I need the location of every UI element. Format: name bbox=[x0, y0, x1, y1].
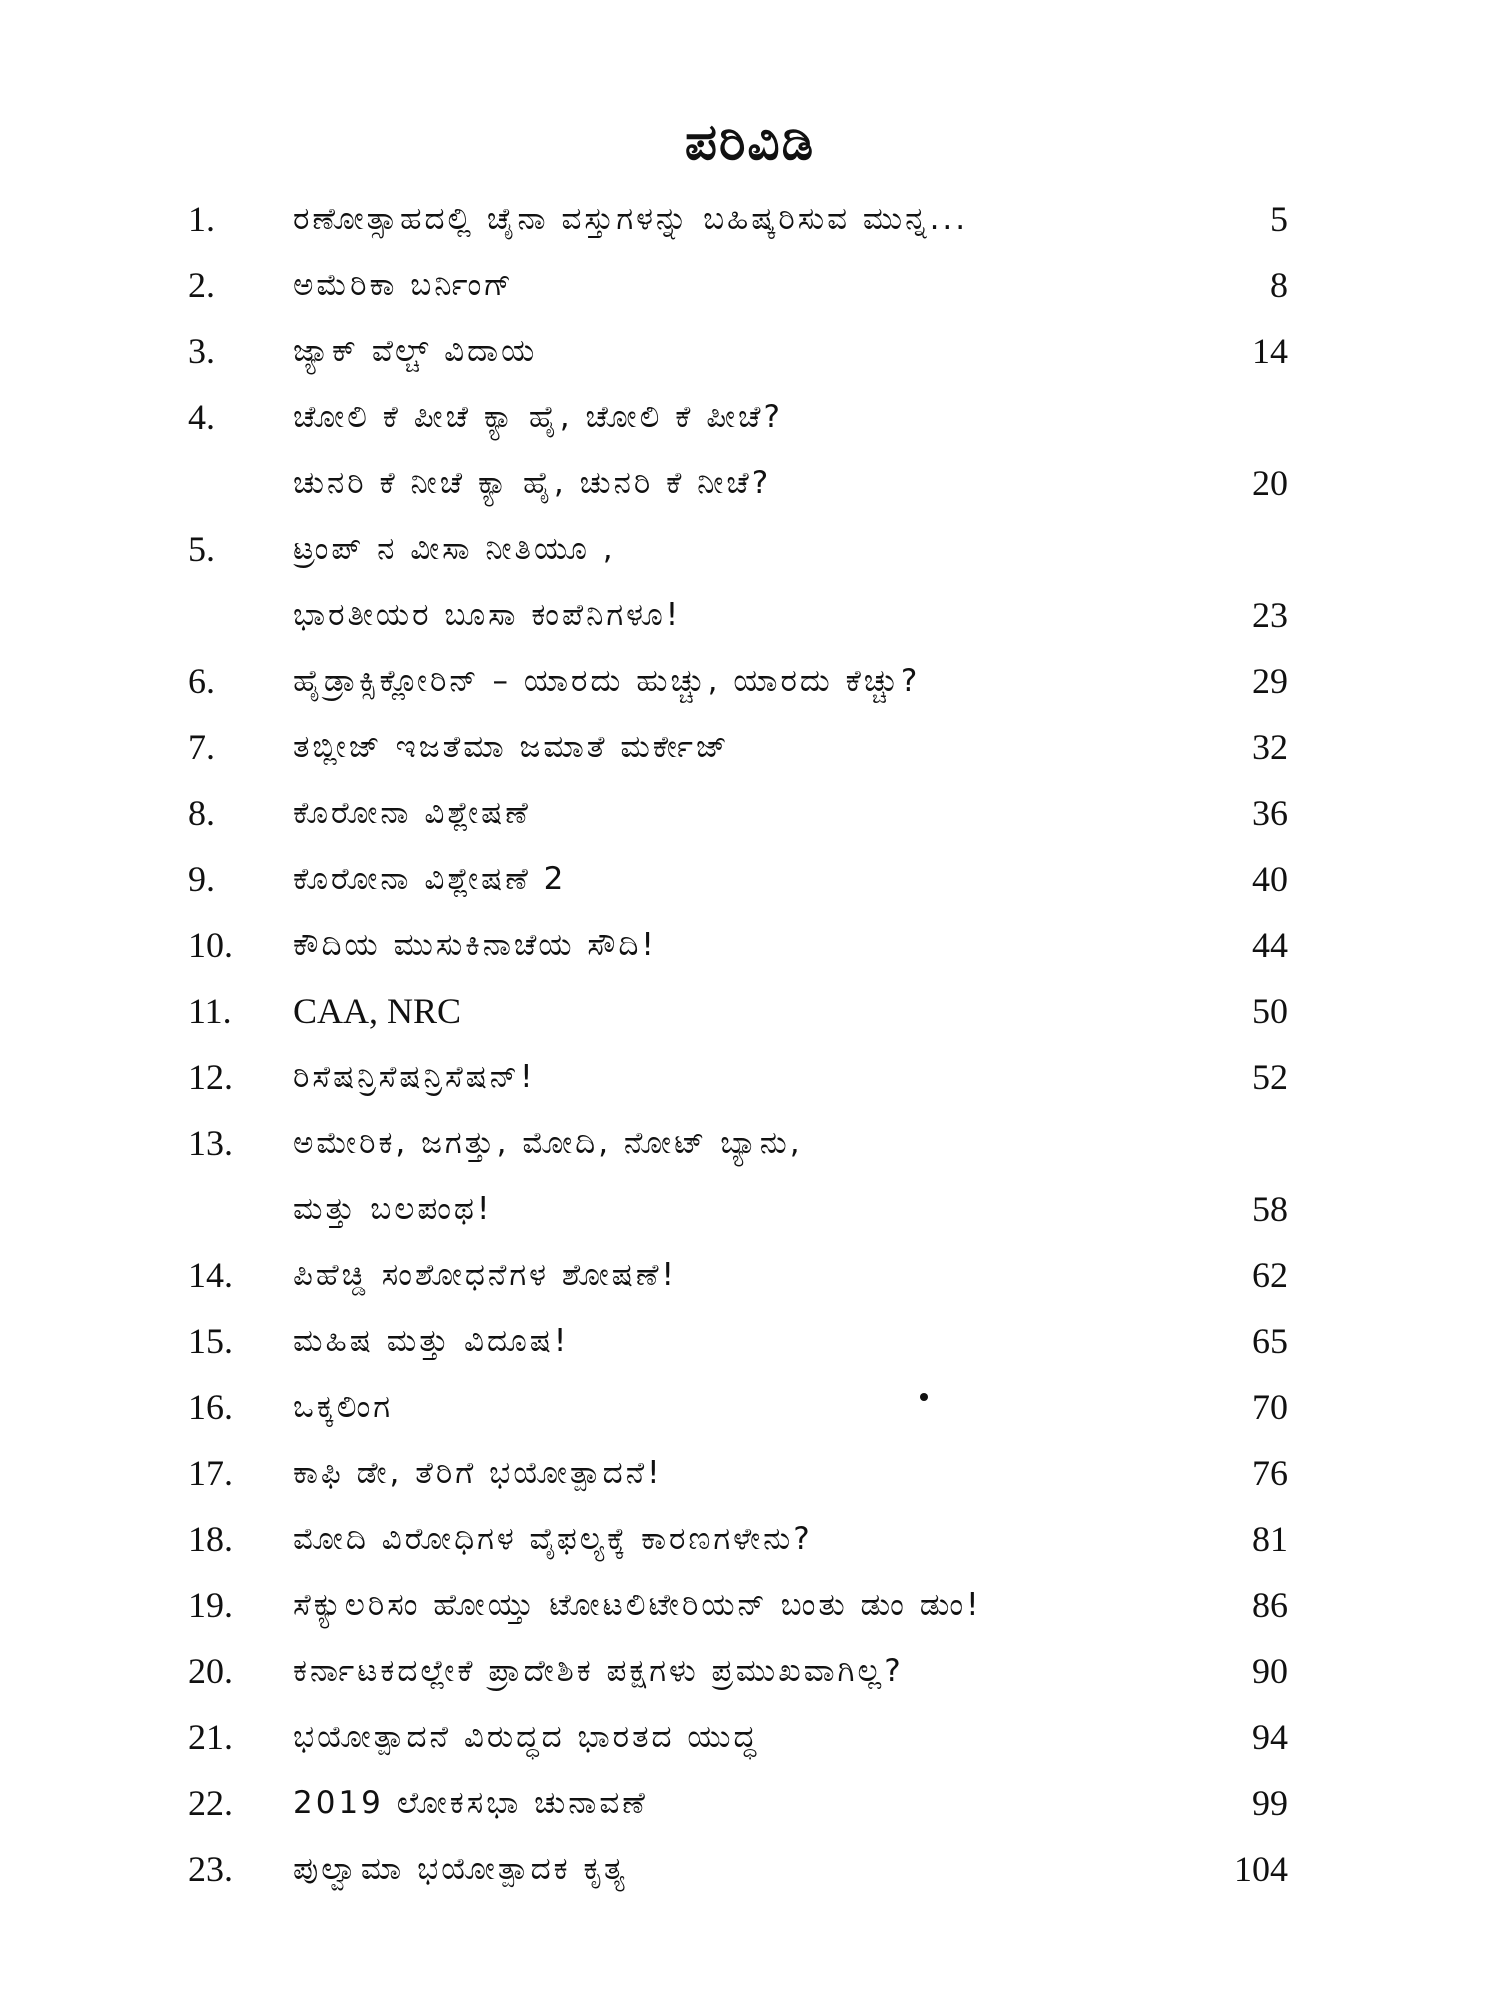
toc-entry bbox=[188, 714, 1288, 780]
entry-title: CAA, NRC bbox=[293, 991, 462, 1031]
toc-entry bbox=[188, 780, 1288, 846]
entry-title: ಅಮೆರಿಕಾ ಬರ್ನಿಂಗ್ bbox=[293, 267, 515, 303]
entry-page-number: 5 bbox=[1270, 199, 1288, 239]
toc-entry bbox=[188, 846, 1288, 912]
toc-entry bbox=[188, 1242, 1288, 1308]
entry-page-number: 36 bbox=[1252, 793, 1288, 833]
entry-number: 14. bbox=[188, 1255, 233, 1295]
entry-page-number: 14 bbox=[1252, 331, 1288, 371]
entry-page-number: 52 bbox=[1252, 1057, 1288, 1097]
entry-number: 22. bbox=[188, 1783, 233, 1823]
entry-title: ಮತ್ತು ಬಲಪಂಥ! bbox=[293, 1191, 493, 1227]
entry-number: 21. bbox=[188, 1717, 233, 1757]
entry-page-number: 40 bbox=[1252, 859, 1288, 899]
entry-number: 6. bbox=[188, 661, 215, 701]
toc-entry bbox=[188, 1638, 1288, 1704]
entry-number: 1. bbox=[188, 199, 215, 239]
toc-entry bbox=[188, 648, 1288, 714]
entry-title: ತಬ್ಲೀಜ್ ಇಜತೆಮಾ ಜಮಾತೆ ಮರ್ಕೇಜ್ bbox=[293, 729, 730, 765]
toc-entry bbox=[188, 1110, 1288, 1176]
entry-number: 12. bbox=[188, 1057, 233, 1097]
entry-title: ಕರ್ನಾಟಕದಲ್ಲೇಕೆ ಪ್ರಾದೇಶಿಕ ಪಕ್ಷಗಳು ಪ್ರಮುಖವಾಗಿಲ್ಲ? bbox=[293, 1653, 904, 1689]
toc-entry bbox=[188, 1572, 1288, 1638]
entry-title: ಕಾಫಿ ಡೇ, ತೆರಿಗೆ ಭಯೋತ್ಪಾದನೆ! bbox=[293, 1455, 663, 1491]
entry-number: 16. bbox=[188, 1387, 233, 1427]
entry-page-number: 58 bbox=[1252, 1189, 1288, 1229]
entry-number: 11. bbox=[188, 991, 232, 1031]
toc-entry-continuation bbox=[188, 582, 1288, 648]
entry-page-number: 86 bbox=[1252, 1585, 1288, 1625]
entry-page-number: 104 bbox=[1234, 1849, 1288, 1889]
entry-title: ಹೈಡ್ರಾಕ್ಸಿಕ್ಲೋರಿನ್ – ಯಾರದು ಹುಚ್ಚು, ಯಾರದು ಕೆಚ್ಚು? bbox=[293, 663, 921, 699]
entry-title: ಭಯೋತ್ಪಾದನೆ ವಿರುದ್ಧದ ಭಾರತದ ಯುದ್ಧ bbox=[293, 1719, 759, 1755]
entry-page-number: 65 bbox=[1252, 1321, 1288, 1361]
toc-entry bbox=[188, 318, 1288, 384]
entry-number: 19. bbox=[188, 1585, 233, 1625]
entry-title: ಚುನರಿ ಕೆ ನೀಚೆ ಕ್ಯಾ ಹೈ, ಚುನರಿ ಕೆ ನೀಚೆ? bbox=[293, 465, 772, 501]
entry-number: 9. bbox=[188, 859, 215, 899]
entry-title: ಮಹಿಷ ಮತ್ತು ವಿದೂಷ! bbox=[293, 1323, 570, 1359]
toc-entry bbox=[188, 1440, 1288, 1506]
entry-number: 7. bbox=[188, 727, 215, 767]
entry-number: 8. bbox=[188, 793, 215, 833]
entry-page-number: 50 bbox=[1252, 991, 1288, 1031]
toc-entry bbox=[188, 1374, 1288, 1440]
toc-entry-continuation bbox=[188, 450, 1288, 516]
entry-page-number: 32 bbox=[1252, 727, 1288, 767]
entry-page-number: 94 bbox=[1252, 1717, 1288, 1757]
entry-title: ರಿಸೆಷನ್ರಿಸೆಷನ್ರಿಸೆಷನ್! bbox=[293, 1059, 536, 1095]
entry-page-number: 29 bbox=[1252, 661, 1288, 701]
stray-ink-dot bbox=[920, 1393, 928, 1401]
table-of-contents bbox=[188, 186, 1288, 1902]
entry-page-number: 90 bbox=[1252, 1651, 1288, 1691]
entry-title: ಕೊರೋನಾ ವಿಶ್ಲೇಷಣೆ bbox=[293, 795, 531, 831]
entry-title: ಭಾರತೀಯರ ಬೂಸಾ ಕಂಪೆನಿಗಳೂ! bbox=[293, 597, 682, 633]
entry-page-number: 23 bbox=[1252, 595, 1288, 635]
entry-title: ಚೋಲಿ ಕೆ ಪೀಚೆ ಕ್ಯಾ ಹೈ, ಚೋಲಿ ಕೆ ಪೀಚೆ? bbox=[293, 399, 783, 435]
entry-number: 5. bbox=[188, 529, 215, 569]
toc-entry bbox=[188, 978, 1288, 1044]
toc-entry bbox=[188, 1836, 1288, 1902]
entry-page-number: 70 bbox=[1252, 1387, 1288, 1427]
entry-title: ಕೊರೋನಾ ವಿಶ್ಲೇಷಣೆ 2 bbox=[293, 861, 567, 897]
entry-number: 4. bbox=[188, 397, 215, 437]
toc-entry bbox=[188, 1506, 1288, 1572]
entry-number: 2. bbox=[188, 265, 215, 305]
entry-page-number: 99 bbox=[1252, 1783, 1288, 1823]
entry-page-number: 76 bbox=[1252, 1453, 1288, 1493]
toc-entry bbox=[188, 384, 1288, 450]
entry-number: 10. bbox=[188, 925, 233, 965]
entry-title: ಒಕ್ಕಲಿಂಗ bbox=[293, 1389, 393, 1425]
entry-title: ಸೆಕ್ಯುಲರಿಸಂ ಹೋಯ್ತು ಟೋಟಲಿಟೇರಿಯನ್ ಬಂತು ಡುಂ ಡುಂ! bbox=[293, 1587, 982, 1623]
entry-title: 2019 ಲೋಕಸಭಾ ಚುನಾವಣೆ bbox=[293, 1785, 648, 1821]
entry-number: 3. bbox=[188, 331, 215, 371]
toc-entry bbox=[188, 1704, 1288, 1770]
entry-title: ರಣೋತ್ಸಾಹದಲ್ಲಿ ಚೈನಾ ವಸ್ತುಗಳನ್ನು ಬಹಿಷ್ಕರಿಸುವ ಮುನ್ನ... bbox=[293, 201, 969, 237]
entry-title: ಅಮೇರಿಕ, ಜಗತ್ತು, ಮೋದಿ, ನೋಟ್ ಬ್ಯಾನು, bbox=[293, 1125, 803, 1161]
toc-entry bbox=[188, 252, 1288, 318]
toc-entry bbox=[188, 912, 1288, 978]
entry-number: 13. bbox=[188, 1123, 233, 1163]
entry-title: ಪಿಹೆಚ್ಡಿ ಸಂಶೋಧನೆಗಳ ಶೋಷಣೆ! bbox=[293, 1257, 677, 1293]
entry-title: ಕೌದಿಯ ಮುಸುಕಿನಾಚೆಯ ಸೌದಿ! bbox=[293, 927, 657, 963]
toc-entry bbox=[188, 516, 1288, 582]
toc-entry-continuation bbox=[188, 1176, 1288, 1242]
entry-title: ಟ್ರಂಪ್ ನ ವೀಸಾ ನೀತಿಯೂ , bbox=[293, 531, 616, 567]
entry-title: ಪುಲ್ವಾಮಾ ಭಯೋತ್ಪಾದಕ ಕೃತ್ಯ bbox=[293, 1851, 628, 1887]
entry-title: ಜ್ಯಾಕ್ ವೆಲ್ಚ್ ವಿದಾಯ bbox=[293, 333, 538, 369]
entry-number: 23. bbox=[188, 1849, 233, 1889]
entry-page-number: 44 bbox=[1252, 925, 1288, 965]
entry-number: 17. bbox=[188, 1453, 233, 1493]
entry-page-number: 81 bbox=[1252, 1519, 1288, 1559]
entry-page-number: 20 bbox=[1252, 463, 1288, 503]
toc-entry bbox=[188, 186, 1288, 252]
entry-page-number: 62 bbox=[1252, 1255, 1288, 1295]
entry-page-number: 8 bbox=[1270, 265, 1288, 305]
entry-number: 15. bbox=[188, 1321, 233, 1361]
entry-number: 18. bbox=[188, 1519, 233, 1559]
entry-title: ಮೋದಿ ವಿರೋಧಿಗಳ ವೈಫಲ್ಯಕ್ಕೆ ಕಾರಣಗಳೇನು? bbox=[293, 1521, 813, 1557]
entry-number: 20. bbox=[188, 1651, 233, 1691]
toc-entry bbox=[188, 1308, 1288, 1374]
page-title: ಪರಿವಿಡಿ bbox=[684, 113, 816, 171]
toc-entry bbox=[188, 1770, 1288, 1836]
toc-entry bbox=[188, 1044, 1288, 1110]
